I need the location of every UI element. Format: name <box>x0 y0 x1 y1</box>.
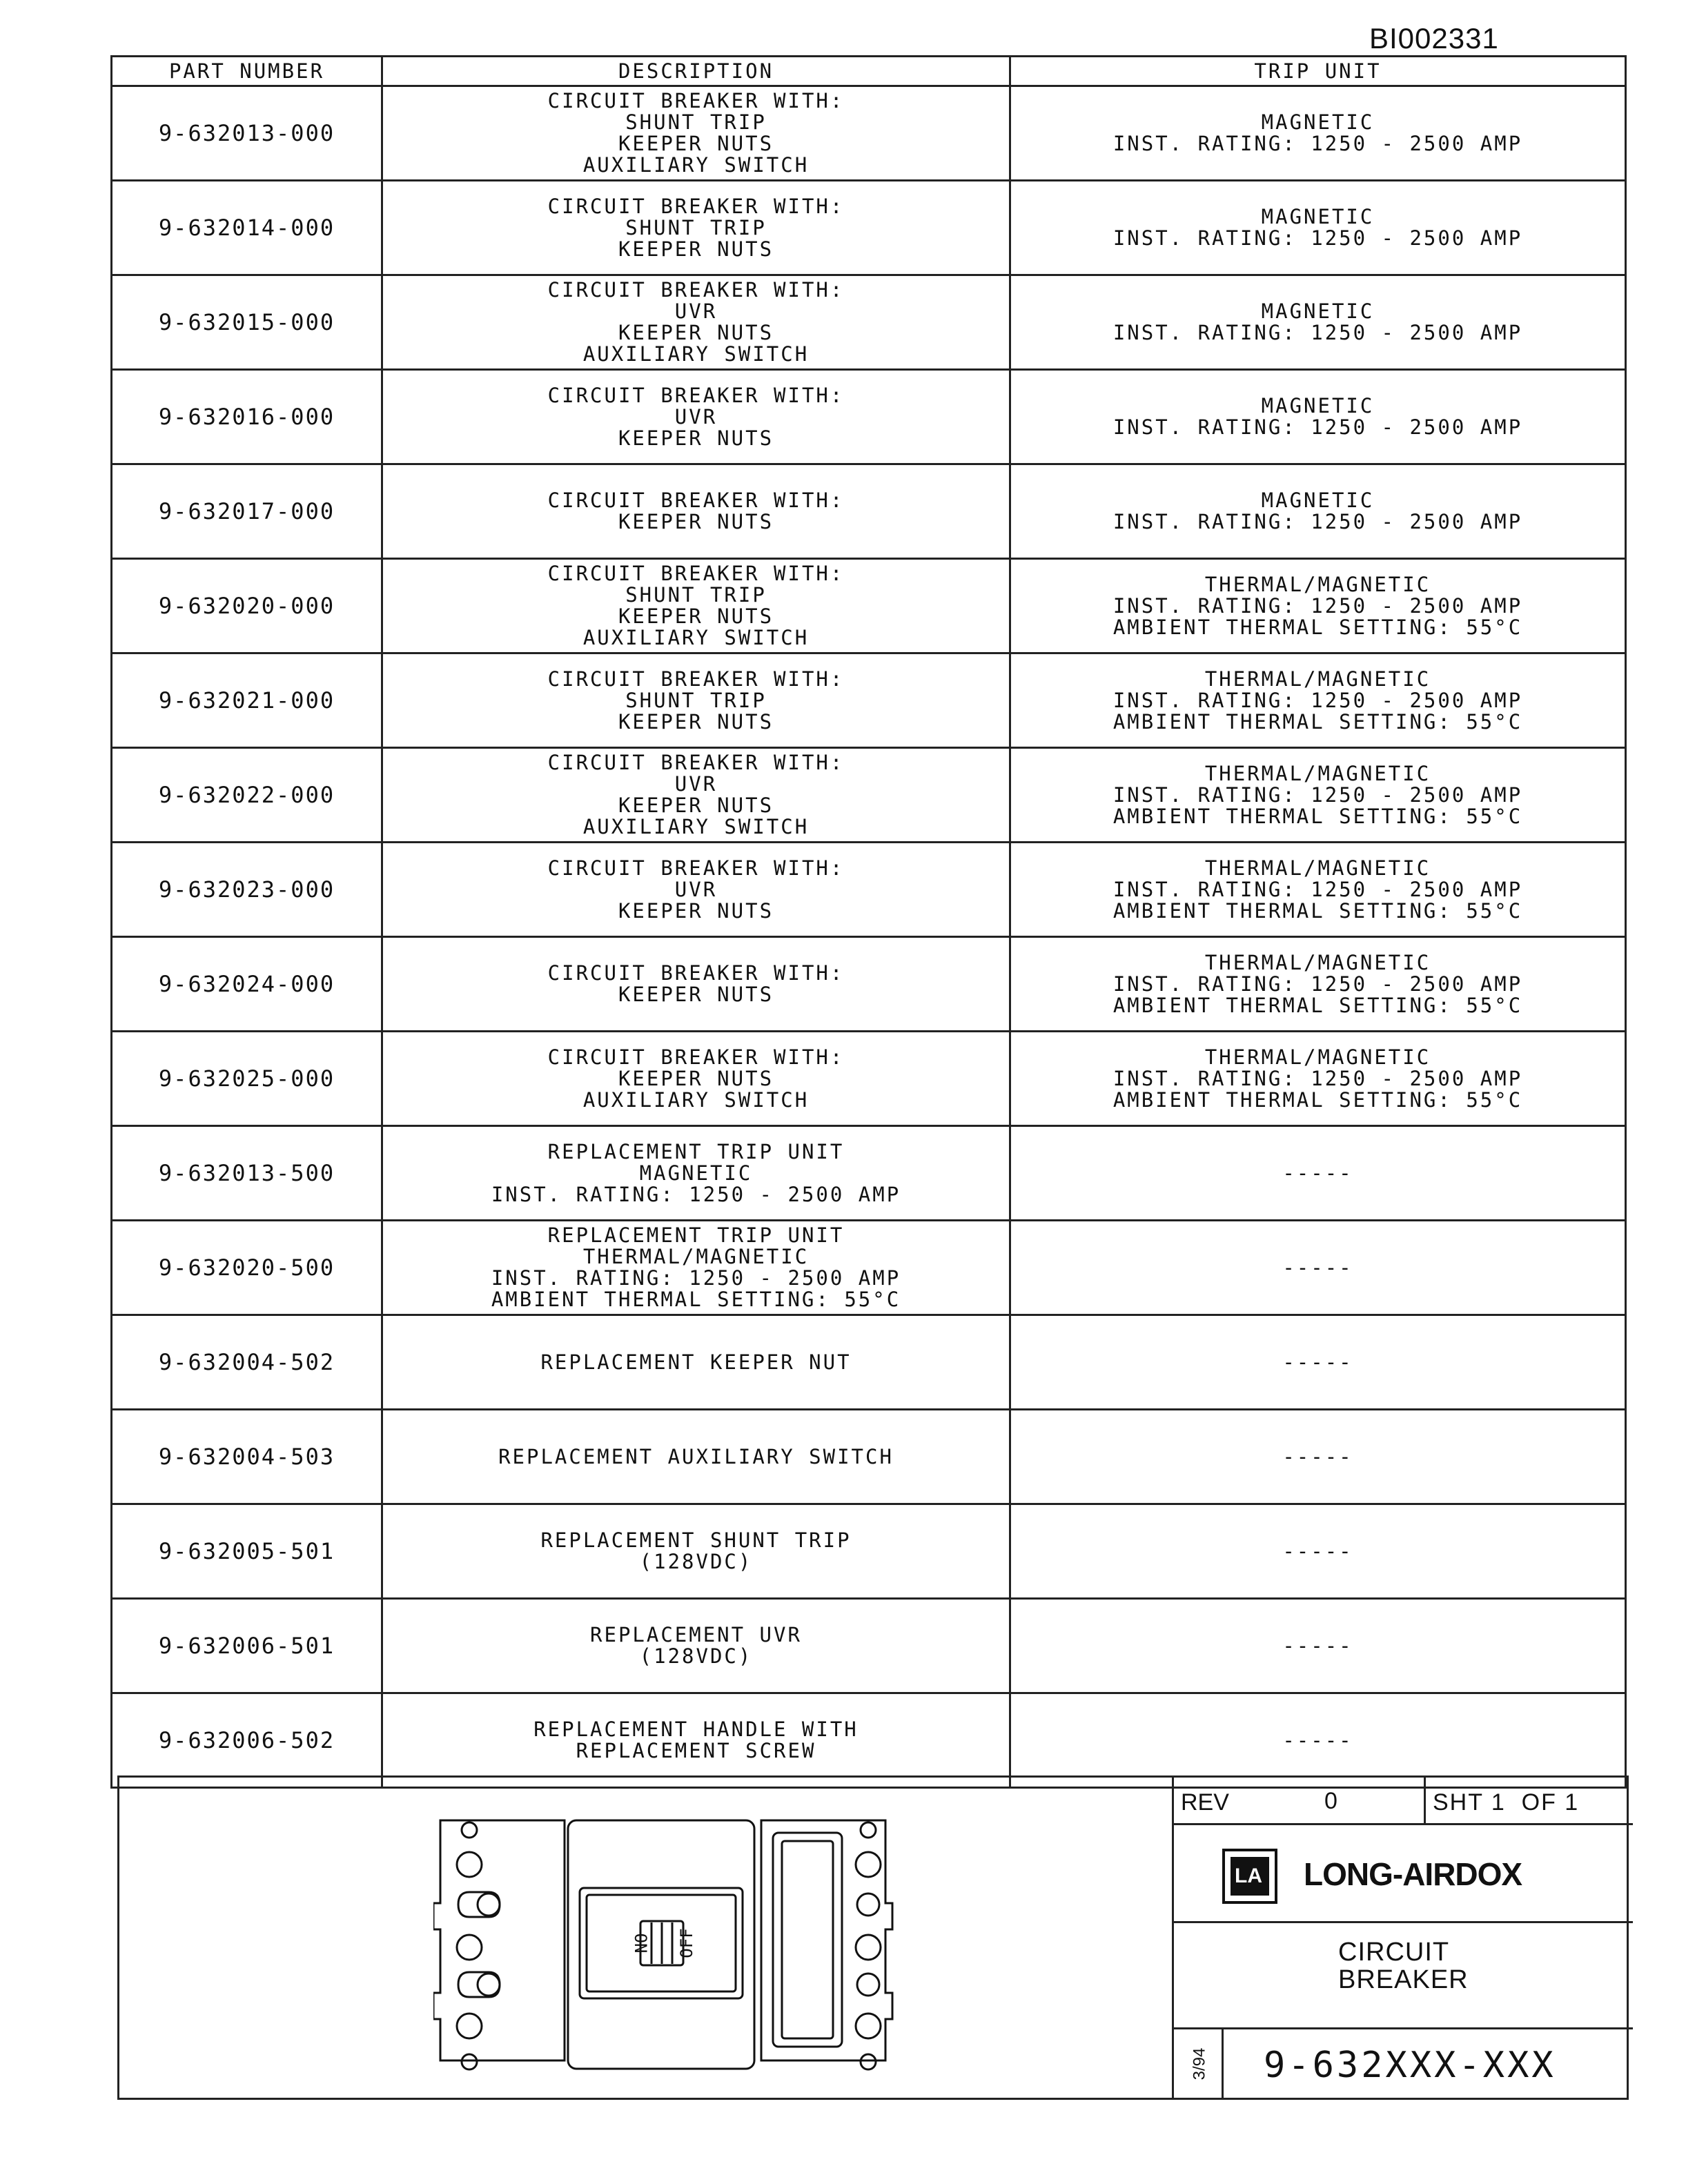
description-line: KEEPER NUTS <box>618 983 774 1006</box>
part-number-cell: 9-632005-501 <box>112 1504 382 1599</box>
description-cell <box>382 653 1010 748</box>
trip-unit-cell <box>1010 1032 1626 1126</box>
trip-unit-cell <box>1010 1504 1626 1599</box>
part-number-cell: 9-632006-502 <box>112 1693 382 1788</box>
description-line: AUXILIARY SWITCH <box>582 626 810 649</box>
trip-unit-line: INST. RATING: 1250 - 2500 AMP <box>1112 877 1523 901</box>
trip-unit-line: MAGNETIC <box>1261 205 1375 228</box>
description-cell <box>382 370 1010 464</box>
description-line: CIRCUIT BREAKER WITH: <box>547 194 845 218</box>
document-id: BI002331 <box>1369 22 1499 55</box>
description-cell <box>382 464 1010 559</box>
header-trip-unit: TRIP UNIT <box>1010 57 1626 86</box>
trip-unit-line: INST. RATING: 1250 - 2500 AMP <box>1112 972 1523 996</box>
description-line: REPLACEMENT AUXILIARY SWITCH <box>498 1444 894 1468</box>
part-number-cell: 9-632013-000 <box>112 86 382 181</box>
trip-unit-cell <box>1010 1126 1626 1221</box>
description-cell <box>382 1693 1010 1788</box>
trip-unit-line: MAGNETIC <box>1261 110 1375 134</box>
trip-unit-line: THERMAL/MAGNETIC <box>1204 950 1431 974</box>
trip-unit-cell <box>1010 653 1626 748</box>
trip-unit-line: AMBIENT THERMAL SETTING: 55°C <box>1112 804 1523 828</box>
description-cell <box>382 1032 1010 1126</box>
trip-unit-line: INST. RATING: 1250 - 2500 AMP <box>1112 415 1523 439</box>
description-line: THERMAL/MAGNETIC <box>582 1245 810 1268</box>
table-row <box>112 748 1626 843</box>
description-line: KEEPER NUTS <box>618 709 774 734</box>
drawing-number: 9-632XXX-XXX <box>1264 2045 1556 2086</box>
drawing-title-line: BREAKER <box>1338 1965 1469 1994</box>
description-line: REPLACEMENT UVR <box>590 1623 802 1646</box>
table-row <box>112 464 1626 559</box>
trip-unit-line: ----- <box>1282 1728 1353 1752</box>
description-line: REPLACEMENT HANDLE WITH <box>533 1718 859 1741</box>
description-line: REPLACEMENT KEEPER NUT <box>540 1350 852 1374</box>
description-line: KEEPER NUTS <box>618 237 774 261</box>
part-number-cell: 9-632017-000 <box>112 464 382 559</box>
trip-unit-cell <box>1010 370 1626 464</box>
description-line: REPLACEMENT TRIP UNIT <box>547 1139 845 1163</box>
trip-unit-line: INST. RATING: 1250 - 2500 AMP <box>1112 132 1523 155</box>
trip-unit-line: INST. RATING: 1250 - 2500 AMP <box>1112 1066 1523 1090</box>
trip-unit-line: ----- <box>1282 1350 1353 1374</box>
header-description: DESCRIPTION <box>382 57 1010 86</box>
description-line: CIRCUIT BREAKER WITH: <box>547 1045 845 1069</box>
description-line: INST. RATING: 1250 - 2500 AMP <box>491 1266 901 1290</box>
description-cell <box>382 937 1010 1032</box>
description-cell <box>382 843 1010 937</box>
table-row <box>112 937 1626 1032</box>
description-line: CIRCUIT BREAKER WITH: <box>547 278 845 302</box>
part-number-cell: 9-632023-000 <box>112 843 382 937</box>
company-logo-icon <box>1222 1849 1277 1904</box>
trip-unit-line: THERMAL/MAGNETIC <box>1204 761 1431 785</box>
trip-unit-cell <box>1010 275 1626 370</box>
trip-unit-line: INST. RATING: 1250 - 2500 AMP <box>1112 688 1523 712</box>
trip-unit-line: AMBIENT THERMAL SETTING: 55°C <box>1112 615 1523 639</box>
trip-unit-line: THERMAL/MAGNETIC <box>1204 572 1431 596</box>
drawing-date: 3/94 <box>1190 2047 1209 2080</box>
switch-on-label: ON <box>631 1933 650 1954</box>
trip-unit-cell <box>1010 843 1626 937</box>
description-cell <box>382 181 1010 275</box>
part-number-cell: 9-632025-000 <box>112 1032 382 1126</box>
description-line: KEEPER NUTS <box>618 898 774 923</box>
table-row <box>112 1599 1626 1693</box>
description-line: KEEPER NUTS <box>618 604 774 628</box>
table-row <box>112 1126 1626 1221</box>
description-line: AUXILIARY SWITCH <box>582 815 810 838</box>
description-cell <box>382 1221 1010 1315</box>
part-number-cell: 9-632020-500 <box>112 1221 382 1315</box>
description-line: KEEPER NUTS <box>618 426 774 450</box>
company-name: LONG-AIRDOX <box>1304 1856 1522 1892</box>
trip-unit-line: AMBIENT THERMAL SETTING: 55°C <box>1112 898 1523 923</box>
description-line: UVR <box>674 404 718 429</box>
rev-value: 0 <box>1324 1788 1337 1814</box>
description-line: SHUNT TRIP <box>625 583 767 607</box>
trip-unit-line: INST. RATING: 1250 - 2500 AMP <box>1112 593 1523 618</box>
trip-unit-line: THERMAL/MAGNETIC <box>1204 1045 1431 1069</box>
description-line: MAGNETIC <box>639 1161 753 1185</box>
trip-unit-cell <box>1010 1315 1626 1410</box>
description-line: KEEPER NUTS <box>618 794 774 817</box>
description-line: AUXILIARY SWITCH <box>582 1088 810 1112</box>
circuit-breaker-drawing <box>433 1812 916 2088</box>
switch-off-label: OFF <box>677 1928 696 1958</box>
description-cell <box>382 1410 1010 1504</box>
trip-unit-cell <box>1010 937 1626 1032</box>
part-number-cell: 9-632004-503 <box>112 1410 382 1504</box>
description-line: KEEPER NUTS <box>618 1066 774 1090</box>
part-number-cell: 9-632004-502 <box>112 1315 382 1410</box>
table-row <box>112 1032 1626 1126</box>
trip-unit-line: INST. RATING: 1250 - 2500 AMP <box>1112 510 1523 533</box>
table-row <box>112 843 1626 937</box>
table-row <box>112 1221 1626 1315</box>
description-cell <box>382 275 1010 370</box>
part-number-cell: 9-632016-000 <box>112 370 382 464</box>
sheet-count: SHT 1 OF 1 <box>1433 1789 1580 1816</box>
table-row <box>112 1504 1626 1599</box>
description-line: CIRCUIT BREAKER WITH: <box>547 489 845 512</box>
description-line: (128VDC) <box>639 1644 753 1668</box>
trip-unit-line: INST. RATING: 1250 - 2500 AMP <box>1112 783 1523 807</box>
table-row <box>112 1315 1626 1410</box>
table-row <box>112 653 1626 748</box>
description-cell <box>382 1599 1010 1693</box>
description-line: CIRCUIT BREAKER WITH: <box>547 89 845 112</box>
title-block <box>1172 1775 1633 2100</box>
description-line: AUXILIARY SWITCH <box>582 342 810 366</box>
description-cell <box>382 1126 1010 1221</box>
description-line: KEEPER NUTS <box>618 321 774 344</box>
drawing-title-line: CIRCUIT <box>1338 1938 1450 1967</box>
trip-unit-line: THERMAL/MAGNETIC <box>1204 856 1431 880</box>
trip-unit-line: ----- <box>1282 1161 1353 1185</box>
drawing-number-row <box>1174 2029 1633 2100</box>
trip-unit-cell <box>1010 86 1626 181</box>
description-line: CIRCUIT BREAKER WITH: <box>547 856 845 880</box>
table-row <box>112 370 1626 464</box>
description-line: CIRCUIT BREAKER WITH: <box>547 667 845 691</box>
rev-label: REV <box>1181 1789 1229 1816</box>
company-logo-row <box>1174 1825 1633 1923</box>
trip-unit-cell <box>1010 1693 1626 1788</box>
part-number-cell: 9-632024-000 <box>112 937 382 1032</box>
description-line: AMBIENT THERMAL SETTING: 55°C <box>491 1288 901 1311</box>
description-cell <box>382 748 1010 843</box>
trip-unit-line: MAGNETIC <box>1261 299 1375 323</box>
description-line: (128VDC) <box>639 1550 753 1573</box>
part-number-cell: 9-632022-000 <box>112 748 382 843</box>
description-line: INST. RATING: 1250 - 2500 AMP <box>491 1182 901 1206</box>
trip-unit-line: AMBIENT THERMAL SETTING: 55°C <box>1112 1088 1523 1112</box>
description-line: UVR <box>674 299 718 323</box>
part-number-cell: 9-632015-000 <box>112 275 382 370</box>
parts-table <box>110 55 1627 1789</box>
table-row <box>112 181 1626 275</box>
trip-unit-cell <box>1010 464 1626 559</box>
drawing-area <box>117 1775 1629 2100</box>
description-cell <box>382 86 1010 181</box>
trip-unit-line: ----- <box>1282 1255 1353 1279</box>
part-number-cell: 9-632020-000 <box>112 559 382 653</box>
description-line: CIRCUIT BREAKER WITH: <box>547 961 845 985</box>
description-line: KEEPER NUTS <box>618 510 774 533</box>
part-number-cell: 9-632021-000 <box>112 653 382 748</box>
table-row <box>112 559 1626 653</box>
description-line: SHUNT TRIP <box>625 110 767 134</box>
trip-unit-line: INST. RATING: 1250 - 2500 AMP <box>1112 226 1523 250</box>
description-line: AUXILIARY SWITCH <box>582 153 810 177</box>
trip-unit-line: INST. RATING: 1250 - 2500 AMP <box>1112 321 1523 344</box>
trip-unit-line: ----- <box>1282 1444 1353 1468</box>
description-line: CIRCUIT BREAKER WITH: <box>547 383 845 407</box>
part-number-cell: 9-632006-501 <box>112 1599 382 1693</box>
table-row <box>112 275 1626 370</box>
trip-unit-line: AMBIENT THERMAL SETTING: 55°C <box>1112 993 1523 1017</box>
description-cell <box>382 559 1010 653</box>
part-number-cell: 9-632013-500 <box>112 1126 382 1221</box>
logo-mark: LA <box>1235 1865 1262 1887</box>
trip-unit-cell <box>1010 748 1626 843</box>
part-number-cell: 9-632014-000 <box>112 181 382 275</box>
description-line: REPLACEMENT SHUNT TRIP <box>540 1528 852 1552</box>
trip-unit-line: MAGNETIC <box>1261 489 1375 512</box>
trip-unit-line: ----- <box>1282 1633 1353 1657</box>
table-header-row <box>112 57 1626 86</box>
description-line: REPLACEMENT SCREW <box>576 1739 816 1762</box>
table-row <box>112 1693 1626 1788</box>
trip-unit-cell <box>1010 1221 1626 1315</box>
trip-unit-line: THERMAL/MAGNETIC <box>1204 667 1431 691</box>
table-row <box>112 1410 1626 1504</box>
divider <box>1424 1775 1426 1825</box>
trip-unit-line: MAGNETIC <box>1261 394 1375 417</box>
description-cell <box>382 1315 1010 1410</box>
description-line: KEEPER NUTS <box>618 132 774 155</box>
trip-unit-cell <box>1010 1410 1626 1504</box>
description-line: REPLACEMENT TRIP UNIT <box>547 1223 845 1247</box>
header-part-number: PART NUMBER <box>112 57 382 86</box>
description-line: SHUNT TRIP <box>625 688 767 712</box>
table-row <box>112 86 1626 181</box>
trip-unit-line: ----- <box>1282 1539 1353 1563</box>
trip-unit-cell <box>1010 559 1626 653</box>
description-line: UVR <box>674 772 718 796</box>
description-line: SHUNT TRIP <box>625 215 767 239</box>
description-line: CIRCUIT BREAKER WITH: <box>547 751 845 774</box>
description-line: CIRCUIT BREAKER WITH: <box>547 562 845 585</box>
trip-unit-line: AMBIENT THERMAL SETTING: 55°C <box>1112 709 1523 734</box>
trip-unit-cell <box>1010 181 1626 275</box>
description-cell <box>382 1504 1010 1599</box>
description-line: UVR <box>674 877 718 901</box>
trip-unit-cell <box>1010 1599 1626 1693</box>
drawing-title-row <box>1174 1923 1633 2029</box>
revision-row <box>1174 1775 1633 1825</box>
